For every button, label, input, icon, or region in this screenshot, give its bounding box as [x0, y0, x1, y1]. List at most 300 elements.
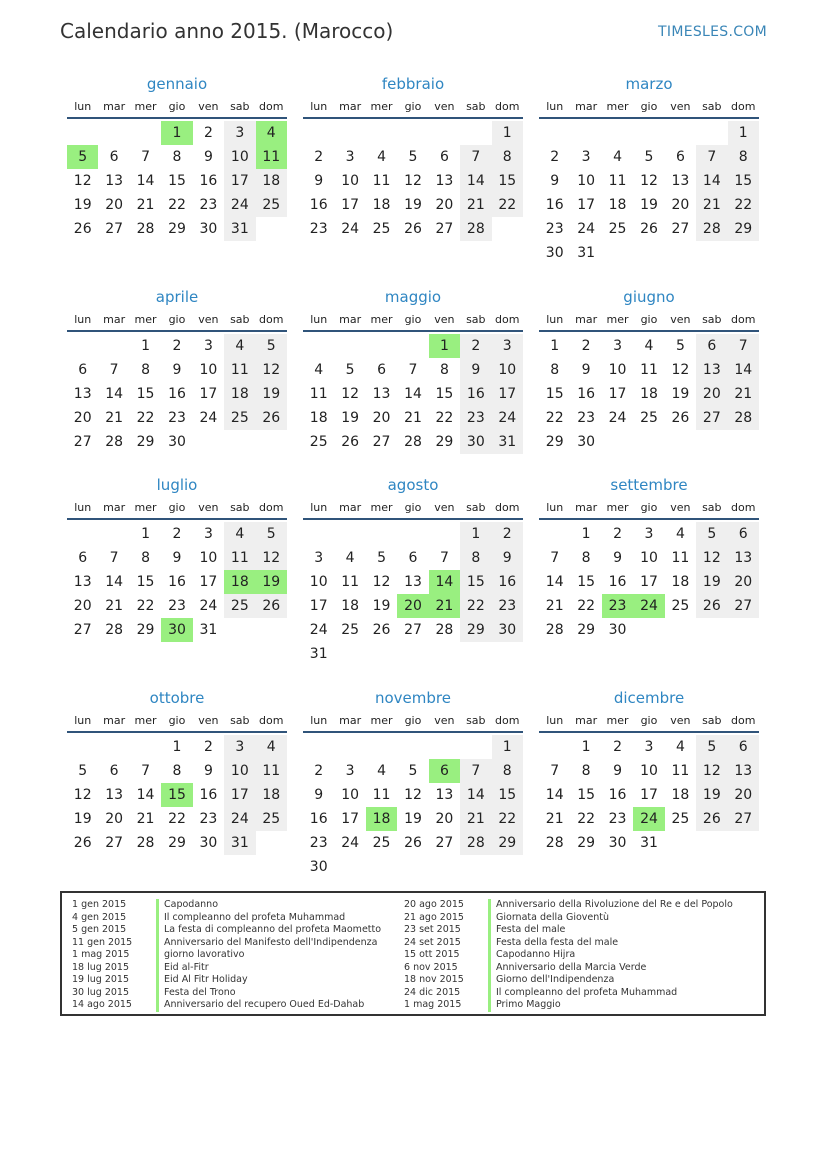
empty-cell — [397, 121, 428, 145]
calendar-day: 2 — [550, 149, 560, 165]
calendar-day: 11 — [640, 362, 658, 378]
calendar-day: 15 — [545, 386, 564, 402]
calendar-day: 26 — [73, 835, 92, 851]
legend-row — [394, 924, 733, 937]
calendar-day: 14 — [728, 358, 759, 382]
calendar-day: 13 — [728, 759, 759, 783]
page-title: Calendario anno 2015. (Marocco) — [60, 19, 394, 43]
calendar-day: 22 — [577, 811, 596, 827]
legend-date: 1 mag 2015 — [404, 999, 462, 1010]
weekday-label: mar — [575, 714, 598, 727]
brand-link[interactable]: TIMESLES.COM — [658, 24, 767, 40]
calendar-day: 3 — [581, 149, 591, 165]
calendar-day: 19 — [372, 598, 391, 614]
calendar-day: 4 — [377, 149, 387, 165]
calendar-day: 28 — [460, 217, 491, 241]
calendar-day: 1 — [492, 735, 523, 759]
day-grid — [539, 334, 759, 454]
weekday-label: ven — [198, 313, 219, 326]
calendar-day: 29 — [168, 835, 186, 851]
calendar-day: 10 — [199, 550, 218, 566]
calendar-day: 5 — [696, 522, 727, 546]
holiday-day: 11 — [256, 145, 287, 169]
weekday-label: sab — [702, 100, 722, 113]
calendar-day: 19 — [256, 382, 287, 406]
holiday-day: 20 — [397, 594, 428, 618]
calendar-day: 10 — [341, 173, 360, 189]
calendar-day: 3 — [613, 338, 623, 354]
calendar-day: 19 — [671, 386, 690, 402]
calendar-day: 13 — [435, 787, 454, 803]
calendar-day: 4 — [613, 149, 623, 165]
calendar-day: 28 — [460, 831, 491, 855]
calendar-day: 2 — [613, 739, 623, 755]
calendar-day: 3 — [345, 763, 355, 779]
calendar-day: 18 — [224, 382, 255, 406]
weekday-label: mer — [370, 313, 393, 326]
calendar-day: 8 — [172, 763, 182, 779]
calendar-day: 12 — [404, 787, 422, 803]
calendar-day: 21 — [728, 382, 759, 406]
day-grid — [303, 121, 523, 241]
calendar-day: 2 — [314, 763, 324, 779]
calendar-day: 15 — [492, 169, 523, 193]
calendar-day: 20 — [435, 197, 454, 213]
calendar-day: 6 — [408, 550, 418, 566]
calendar-day: 14 — [696, 169, 727, 193]
calendar-day: 20 — [73, 410, 92, 426]
empty-cell — [366, 522, 397, 546]
month-title: marzo — [625, 75, 673, 93]
calendar-day: 10 — [224, 759, 255, 783]
calendar-day: 17 — [492, 382, 523, 406]
calendar-day: 16 — [492, 570, 523, 594]
calendar-day: 23 — [168, 598, 186, 614]
legend-row — [394, 962, 733, 975]
calendar-day: 19 — [696, 783, 727, 807]
calendar-day: 9 — [314, 787, 324, 803]
calendar-day: 9 — [492, 546, 523, 570]
weekday-label: mar — [103, 501, 126, 514]
calendar-day: 19 — [73, 811, 92, 827]
calendar-day: 12 — [256, 546, 287, 570]
calendar-day: 26 — [372, 622, 391, 638]
legend-date: 23 set 2015 — [404, 924, 461, 935]
calendar-day: 1 — [492, 121, 523, 145]
weekday-label: mar — [575, 313, 598, 326]
calendar-day: 11 — [671, 763, 690, 779]
calendar-day: 1 — [172, 739, 182, 755]
calendar-day: 13 — [372, 386, 391, 402]
calendar-day: 11 — [671, 550, 690, 566]
calendar-day: 29 — [545, 434, 564, 450]
calendar-day: 25 — [309, 434, 328, 450]
calendar-day: 14 — [136, 787, 155, 803]
legend-date: 14 ago 2015 — [72, 999, 132, 1010]
holiday-day: 6 — [429, 759, 460, 783]
legend-date: 24 dic 2015 — [404, 986, 461, 998]
calendar-day: 25 — [372, 835, 391, 851]
calendar-day: 8 — [492, 759, 523, 783]
calendar-day: 4 — [224, 522, 255, 546]
month-dicembre — [539, 687, 759, 855]
calendar-day: 11 — [309, 386, 328, 402]
calendar-day: 16 — [608, 787, 627, 803]
calendar-day: 14 — [545, 787, 564, 803]
weekday-label: mer — [606, 714, 629, 727]
weekday-label: mar — [339, 100, 362, 113]
calendar-day: 2 — [203, 125, 213, 141]
calendar-day: 3 — [224, 121, 255, 145]
calendar-day: 28 — [696, 217, 727, 241]
calendar-day: 25 — [671, 598, 690, 614]
calendar-day: 11 — [372, 787, 391, 803]
weekday-header — [303, 711, 523, 733]
calendar-day: 10 — [341, 787, 360, 803]
calendar-day: 15 — [136, 574, 155, 590]
calendar-day: 15 — [136, 386, 155, 402]
calendar-day: 28 — [136, 835, 155, 851]
calendar-day: 18 — [372, 197, 391, 213]
calendar-day: 13 — [73, 574, 92, 590]
weekday-label: mar — [575, 100, 598, 113]
calendar-day: 16 — [199, 787, 218, 803]
holiday-legend — [60, 891, 766, 1016]
calendar-day: 24 — [199, 598, 218, 614]
calendar-day: 9 — [460, 358, 491, 382]
weekday-label: dom — [495, 313, 520, 326]
calendar-day: 15 — [460, 570, 491, 594]
calendar-day: 24 — [224, 807, 255, 831]
weekday-label: gio — [168, 501, 186, 514]
empty-cell — [130, 735, 161, 759]
calendar-day: 3 — [203, 338, 213, 354]
empty-cell — [334, 735, 365, 759]
month-title: agosto — [387, 476, 439, 494]
calendar-day: 20 — [671, 197, 690, 213]
calendar-day: 16 — [577, 386, 596, 402]
weekday-label: dom — [259, 714, 284, 727]
calendar-day: 1 — [581, 739, 591, 755]
calendar-day: 8 — [460, 546, 491, 570]
calendar-day: 9 — [203, 149, 213, 165]
calendar-day: 27 — [728, 594, 759, 618]
calendar-day: 26 — [256, 406, 287, 430]
calendar-day: 7 — [550, 763, 560, 779]
calendar-day: 2 — [314, 149, 324, 165]
calendar-day: 27 — [696, 406, 727, 430]
month-luglio — [67, 474, 287, 642]
legend-holiday-name: Festa del Trono — [156, 987, 236, 1000]
calendar-day: 19 — [404, 197, 422, 213]
calendar-day: 27 — [435, 221, 454, 237]
calendar-day: 28 — [404, 434, 422, 450]
month-title: novembre — [375, 689, 451, 707]
calendar-day: 28 — [105, 622, 124, 638]
weekday-label: dom — [731, 501, 756, 514]
calendar-day: 7 — [728, 334, 759, 358]
calendar-day: 15 — [168, 173, 186, 189]
calendar-day: 29 — [492, 831, 523, 855]
calendar-day: 19 — [404, 811, 422, 827]
empty-cell — [429, 121, 460, 145]
calendar-day: 17 — [224, 169, 255, 193]
calendar-day: 27 — [435, 835, 454, 851]
legend-date: 30 lug 2015 — [72, 986, 129, 998]
calendar-day: 5 — [345, 362, 355, 378]
calendar-day: 6 — [78, 550, 88, 566]
calendar-day: 5 — [256, 522, 287, 546]
calendar-day: 26 — [696, 594, 727, 618]
weekday-label: sab — [466, 100, 486, 113]
empty-cell — [366, 735, 397, 759]
day-grid — [67, 121, 287, 241]
calendar-day: 6 — [675, 149, 685, 165]
calendar-day: 16 — [608, 574, 627, 590]
calendar-day: 16 — [199, 173, 218, 189]
calendar-day: 12 — [696, 546, 727, 570]
calendar-day: 30 — [608, 835, 627, 851]
calendar-day: 10 — [224, 145, 255, 169]
weekday-label: lun — [74, 501, 92, 514]
calendar-day: 24 — [341, 835, 360, 851]
calendar-day: 12 — [372, 574, 391, 590]
calendar-day: 28 — [105, 434, 124, 450]
calendar-day: 28 — [435, 622, 454, 638]
calendar-day: 11 — [341, 574, 360, 590]
calendar-day: 8 — [550, 362, 560, 378]
calendar-day: 4 — [224, 334, 255, 358]
weekday-label: lun — [74, 714, 92, 727]
calendar-day: 29 — [460, 618, 491, 642]
calendar-day: 10 — [577, 173, 596, 189]
calendar-day: 18 — [256, 169, 287, 193]
weekday-label: gio — [404, 714, 422, 727]
calendar-day: 6 — [109, 763, 119, 779]
calendar-day: 31 — [199, 622, 218, 638]
legend-date: 19 lug 2015 — [72, 974, 129, 985]
calendar-day: 10 — [199, 362, 218, 378]
calendar-day: 25 — [372, 221, 391, 237]
calendar-day: 20 — [728, 570, 759, 594]
calendar-day: 9 — [314, 173, 324, 189]
calendar-day: 23 — [608, 811, 627, 827]
calendar-day: 6 — [439, 149, 449, 165]
weekday-label: lun — [546, 714, 564, 727]
calendar-day: 14 — [105, 574, 124, 590]
calendar-day: 12 — [73, 173, 92, 189]
calendar-day: 25 — [256, 807, 287, 831]
calendar-day: 6 — [696, 334, 727, 358]
weekday-label: dom — [259, 313, 284, 326]
calendar-day: 21 — [404, 410, 422, 426]
calendar-day: 13 — [404, 574, 422, 590]
weekday-label: gio — [168, 100, 186, 113]
holiday-day: 1 — [161, 121, 192, 145]
calendar-day: 28 — [136, 221, 155, 237]
calendar-day: 8 — [172, 149, 182, 165]
weekday-label: lun — [546, 100, 564, 113]
calendar-day: 14 — [136, 173, 155, 189]
legend-holiday-name: Primo Maggio — [488, 999, 561, 1012]
calendar-day: 4 — [345, 550, 355, 566]
weekday-label: sab — [702, 714, 722, 727]
empty-cell — [397, 334, 428, 358]
month-febbraio — [303, 73, 523, 241]
weekday-label: gio — [640, 714, 658, 727]
weekday-label: mar — [575, 501, 598, 514]
month-settembre — [539, 474, 759, 642]
calendar-day: 28 — [545, 835, 564, 851]
calendar-day: 22 — [460, 594, 491, 618]
weekday-header — [67, 711, 287, 733]
calendar-day: 26 — [671, 410, 690, 426]
calendar-day: 15 — [577, 787, 596, 803]
weekday-header — [539, 498, 759, 520]
legend-row — [394, 912, 733, 925]
month-ottobre — [67, 687, 287, 855]
weekday-label: dom — [495, 100, 520, 113]
weekday-label: ven — [198, 501, 219, 514]
legend-date: 18 nov 2015 — [404, 974, 464, 985]
month-maggio — [303, 286, 523, 454]
weekday-label: ven — [198, 100, 219, 113]
legend-row — [62, 899, 381, 912]
calendar-day: 17 — [199, 574, 218, 590]
calendar-day: 23 — [460, 406, 491, 430]
calendar-day: 13 — [671, 173, 690, 189]
calendar-day: 2 — [203, 739, 213, 755]
calendar-day: 13 — [696, 358, 727, 382]
calendar-day: 10 — [492, 358, 523, 382]
calendar-day: 30 — [168, 434, 186, 450]
calendar-day: 4 — [314, 362, 324, 378]
legend-holiday-name: Festa della festa del male — [488, 937, 618, 950]
calendar-day: 13 — [728, 546, 759, 570]
calendar-day: 11 — [224, 358, 255, 382]
calendar-day: 27 — [105, 221, 124, 237]
calendar-day: 6 — [728, 522, 759, 546]
calendar-day: 8 — [581, 550, 591, 566]
calendar-day: 5 — [696, 735, 727, 759]
calendar-day: 15 — [577, 574, 596, 590]
legend-row — [394, 974, 733, 987]
calendar-day: 20 — [696, 382, 727, 406]
month-title: febbraio — [381, 75, 445, 93]
day-grid — [303, 334, 523, 454]
calendar-day: 8 — [141, 362, 151, 378]
weekday-label: mar — [103, 313, 126, 326]
calendar-day: 8 — [492, 145, 523, 169]
calendar-day: 27 — [73, 434, 92, 450]
empty-cell — [460, 735, 491, 759]
holiday-day: 1 — [429, 334, 460, 358]
weekday-label: mer — [606, 501, 629, 514]
calendar-day: 30 — [460, 430, 491, 454]
weekday-label: sab — [466, 501, 486, 514]
weekday-label: ven — [670, 100, 691, 113]
holiday-day: 14 — [429, 570, 460, 594]
calendar-day: 1 — [460, 522, 491, 546]
legend-holiday-name: Eid al-Fitr — [156, 962, 209, 975]
weekday-label: dom — [495, 501, 520, 514]
month-title: ottobre — [149, 689, 205, 707]
weekday-label: lun — [310, 313, 328, 326]
legend-date: 5 gen 2015 — [72, 924, 127, 935]
calendar-day: 30 — [492, 618, 523, 642]
weekday-label: sab — [702, 313, 722, 326]
calendar-day: 29 — [136, 622, 155, 638]
calendar-day: 6 — [377, 362, 387, 378]
weekday-label: mar — [339, 714, 362, 727]
legend-holiday-name: Giornata della Gioventù — [488, 912, 609, 925]
calendar-day: 21 — [696, 193, 727, 217]
calendar-day: 26 — [640, 221, 658, 237]
calendar-day: 3 — [224, 735, 255, 759]
weekday-label: mer — [606, 100, 629, 113]
weekday-label: mar — [103, 100, 126, 113]
calendar-day: 29 — [728, 217, 759, 241]
calendar-day: 21 — [460, 193, 491, 217]
calendar-day: 7 — [141, 149, 151, 165]
calendar-day: 8 — [728, 145, 759, 169]
calendar-day: 22 — [577, 598, 596, 614]
calendar-day: 7 — [109, 550, 119, 566]
calendar-day: 20 — [728, 783, 759, 807]
calendar-day: 9 — [203, 763, 213, 779]
weekday-label: mar — [339, 313, 362, 326]
month-agosto — [303, 474, 523, 666]
weekday-label: dom — [259, 100, 284, 113]
holiday-day: 23 — [602, 594, 633, 618]
empty-cell — [303, 334, 334, 358]
holiday-day: 30 — [161, 618, 192, 642]
calendar-day: 16 — [168, 574, 186, 590]
legend-row — [62, 924, 381, 937]
weekday-header — [67, 97, 287, 119]
empty-cell — [665, 121, 696, 145]
weekday-label: dom — [731, 714, 756, 727]
calendar-day: 24 — [199, 410, 218, 426]
weekday-label: gio — [404, 313, 422, 326]
empty-cell — [98, 121, 129, 145]
calendar-day: 12 — [404, 173, 422, 189]
calendar-day: 18 — [341, 598, 360, 614]
day-grid — [67, 735, 287, 855]
weekday-header — [67, 498, 287, 520]
weekday-label: ven — [434, 313, 455, 326]
legend-date: 20 ago 2015 — [404, 899, 464, 910]
empty-cell — [303, 735, 334, 759]
calendar-day: 4 — [675, 739, 685, 755]
calendar-day: 31 — [224, 217, 255, 241]
calendar-day: 26 — [404, 835, 422, 851]
holiday-day: 21 — [429, 594, 460, 618]
calendar-day: 27 — [73, 622, 92, 638]
day-grid — [539, 121, 759, 265]
calendar-day: 27 — [372, 434, 391, 450]
calendar-day: 25 — [640, 410, 658, 426]
weekday-header — [539, 97, 759, 119]
calendar-day: 10 — [640, 763, 658, 779]
month-novembre — [303, 687, 523, 879]
weekday-label: gio — [404, 501, 422, 514]
legend-date: 1 mag 2015 — [72, 949, 130, 960]
calendar-day: 4 — [675, 526, 685, 542]
calendar-day: 17 — [309, 598, 328, 614]
weekday-label: sab — [230, 313, 250, 326]
calendar-day: 21 — [545, 598, 564, 614]
